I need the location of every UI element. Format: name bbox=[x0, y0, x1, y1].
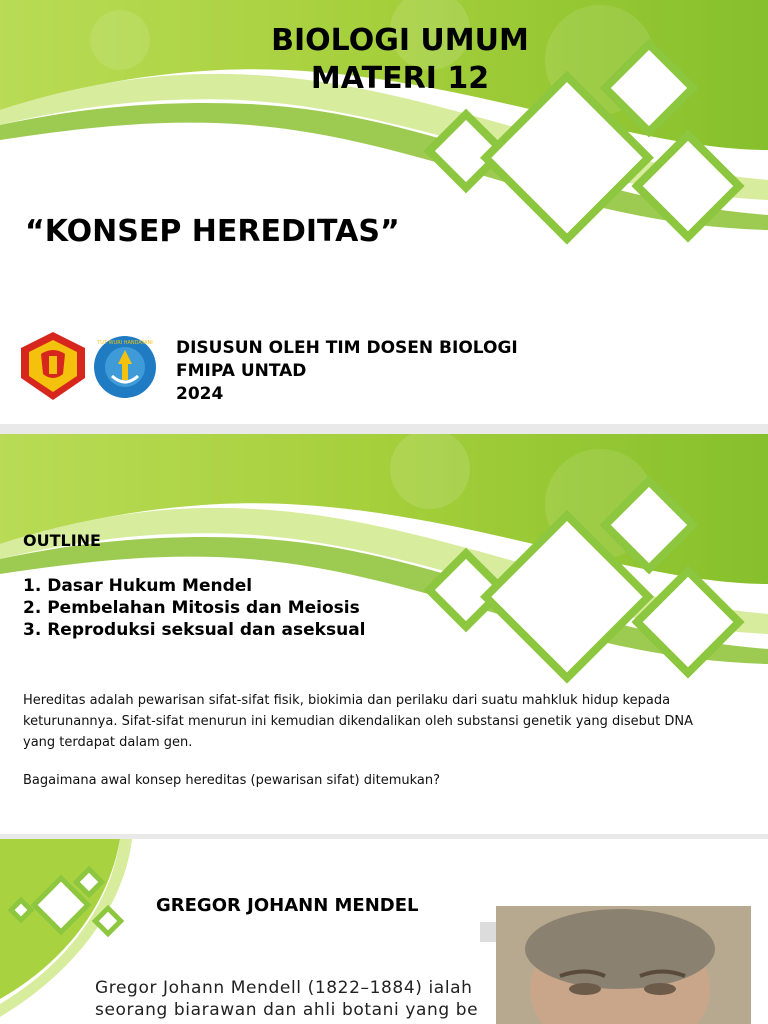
paragraph-line-1: Hereditas adalah pewarisan sifat-sifat fisik, biokimia dan perilaku dari suatu mahkluk hidup kepada bbox=[23, 693, 671, 708]
author-line-1: DISUSUN OLEH TIM DOSEN BIOLOGI bbox=[176, 338, 518, 358]
paragraph bbox=[23, 690, 693, 753]
author-line-2: FMIPA UNTAD bbox=[176, 361, 307, 381]
subtitle: “KONSEP HEREDITAS” bbox=[25, 214, 400, 249]
question-text: Bagaimana awal konsep hereditas (pewarisan sifat) ditemukan? bbox=[23, 773, 441, 788]
paragraph-line-2: keturunannya. Sifat-sifat menurun ini kemudian dikendalikan oleh substansi genetik yang disebut DNA bbox=[23, 714, 693, 729]
outline-title: OUTLINE bbox=[23, 531, 101, 550]
paragraph-line-3: yang terdapat dalam gen. bbox=[23, 735, 193, 750]
slide-mendel bbox=[0, 839, 768, 1024]
author-line-3: 2024 bbox=[176, 384, 224, 404]
outline-item-3: 3. Reproduksi seksual dan aseksual bbox=[23, 620, 366, 640]
outline-list bbox=[23, 575, 366, 641]
outline-item-2: 2. Pembelahan Mitosis dan Meiosis bbox=[23, 598, 360, 618]
mendel-body-line-1: Gregor Johann Mendell (1822–1884) ialah bbox=[95, 978, 473, 998]
mendel-body-line-2: seorang biarawan dan ahli botani yang be bbox=[95, 1000, 479, 1020]
mendel-portrait bbox=[480, 906, 751, 1024]
slide-outline bbox=[0, 434, 768, 834]
university-logo bbox=[17, 330, 89, 402]
mendel-body bbox=[95, 977, 478, 1021]
slide-title bbox=[0, 0, 768, 424]
logo-text: TUT WURI HANDAYANI bbox=[97, 340, 153, 346]
title-line-2: MATERI 12 bbox=[310, 61, 490, 96]
outline-item-1: 1. Dasar Hukum Mendel bbox=[23, 576, 253, 596]
mendel-heading: GREGOR JOHANN MENDEL bbox=[156, 895, 419, 916]
tut-wuri-handayani-logo bbox=[90, 332, 160, 402]
title-line-1: BIOLOGI UMUM bbox=[271, 23, 529, 58]
